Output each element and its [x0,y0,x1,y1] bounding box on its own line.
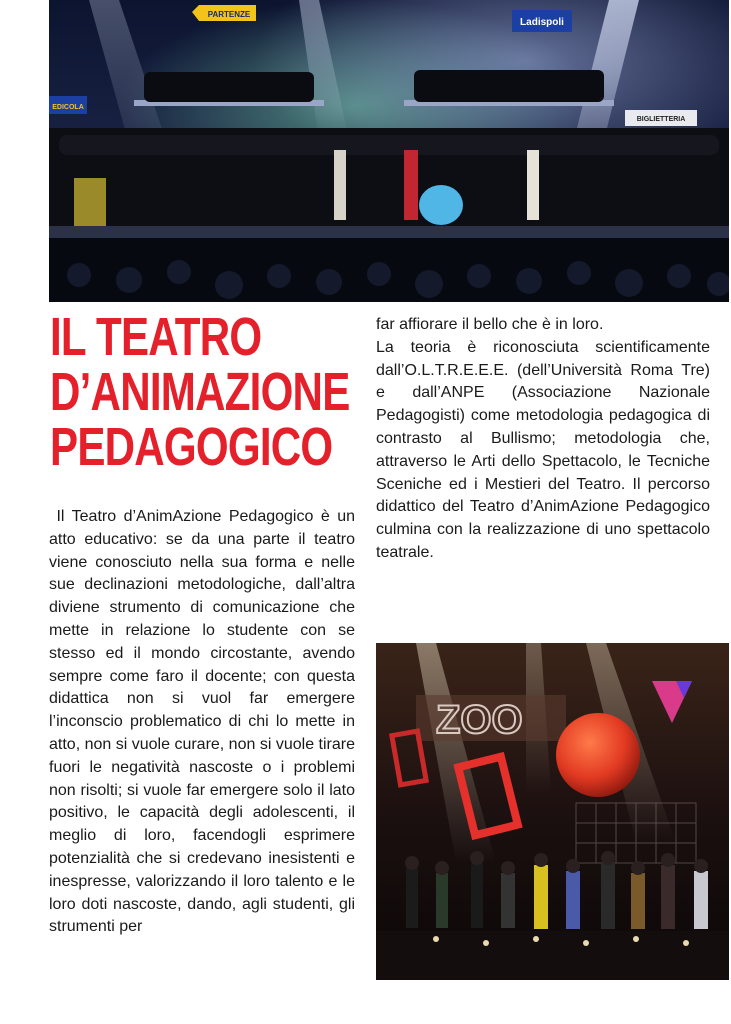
biglietteria-sign-text: BIGLIETTERIA [636,116,686,123]
edicola-sign [49,96,87,114]
ladispoli-sign-text: Ladispoli [520,17,564,28]
headline [50,307,350,477]
hero-stage-photo [49,0,729,302]
ladispoli-sign [512,10,572,32]
biglietteria-sign [625,110,697,126]
zoo-sign [416,695,566,742]
body-paragraph-left: Il Teatro d’AnimAzione Pedagogico è un atto educativo: se da una parte il teatro viene conosciuto nella sua forma e nelle sue declinazioni metodologiche, dall’altra diviene strumento di comunicazione che mette in relazione lo studente con se stesso ed il mondo circostante, avendo sempre come faro il docente; con questa didattica non si vuol far emergere l’inconscio problematico di chi lo mette in atto, non si vuole curare, non si vuole tirare fuori le negatività nascoste o i problemi non risolti; si vuole far emergere solo il lato positivo, le capacità degli adolescenti, il meglio di loro, facendogli esprimere potenzialità che si credevano inesistenti e inespresse, valorizzando il loro talento e le loro doti nascoste, dando, agli studenti, gli strumenti per [49,508,360,936]
body-column-left [49,506,360,939]
partenze-sign-text: PARTENZE [207,10,251,19]
headline-line-3: PEDAGOGICO [50,417,333,477]
headline-line-2: D’ANIMAZIONE [50,362,350,422]
zoo-sign-text: ZOO [436,698,523,742]
body-column-right [376,314,710,565]
body-continuation: far affiorare il bello che è in loro. [376,316,604,333]
headline-line-1: IL TEATRO [50,307,262,367]
partenze-sign [192,5,256,21]
body-paragraph-right: La teoria è riconosciuta scientificamente dall’O.L.T.R.E.E.E. (dell’Università Roma Tre) e dall’ANPE (Associazione Nazionale Pedagogisti) come metodologia pedagogica di contrasto al Bullismo; metodologia che, attraverso le Arti dello Spettacolo, le Tecniche Sceniche ed i Mestieri del Teatro. Il percorso didattico del Teatro d’AnimAzione Pedagogico culmina con la realizzazione di uno spettacolo teatrale. [376,338,710,561]
zoo-stage-photo [376,643,729,980]
edicola-sign-text: EDICOLA [52,104,84,111]
